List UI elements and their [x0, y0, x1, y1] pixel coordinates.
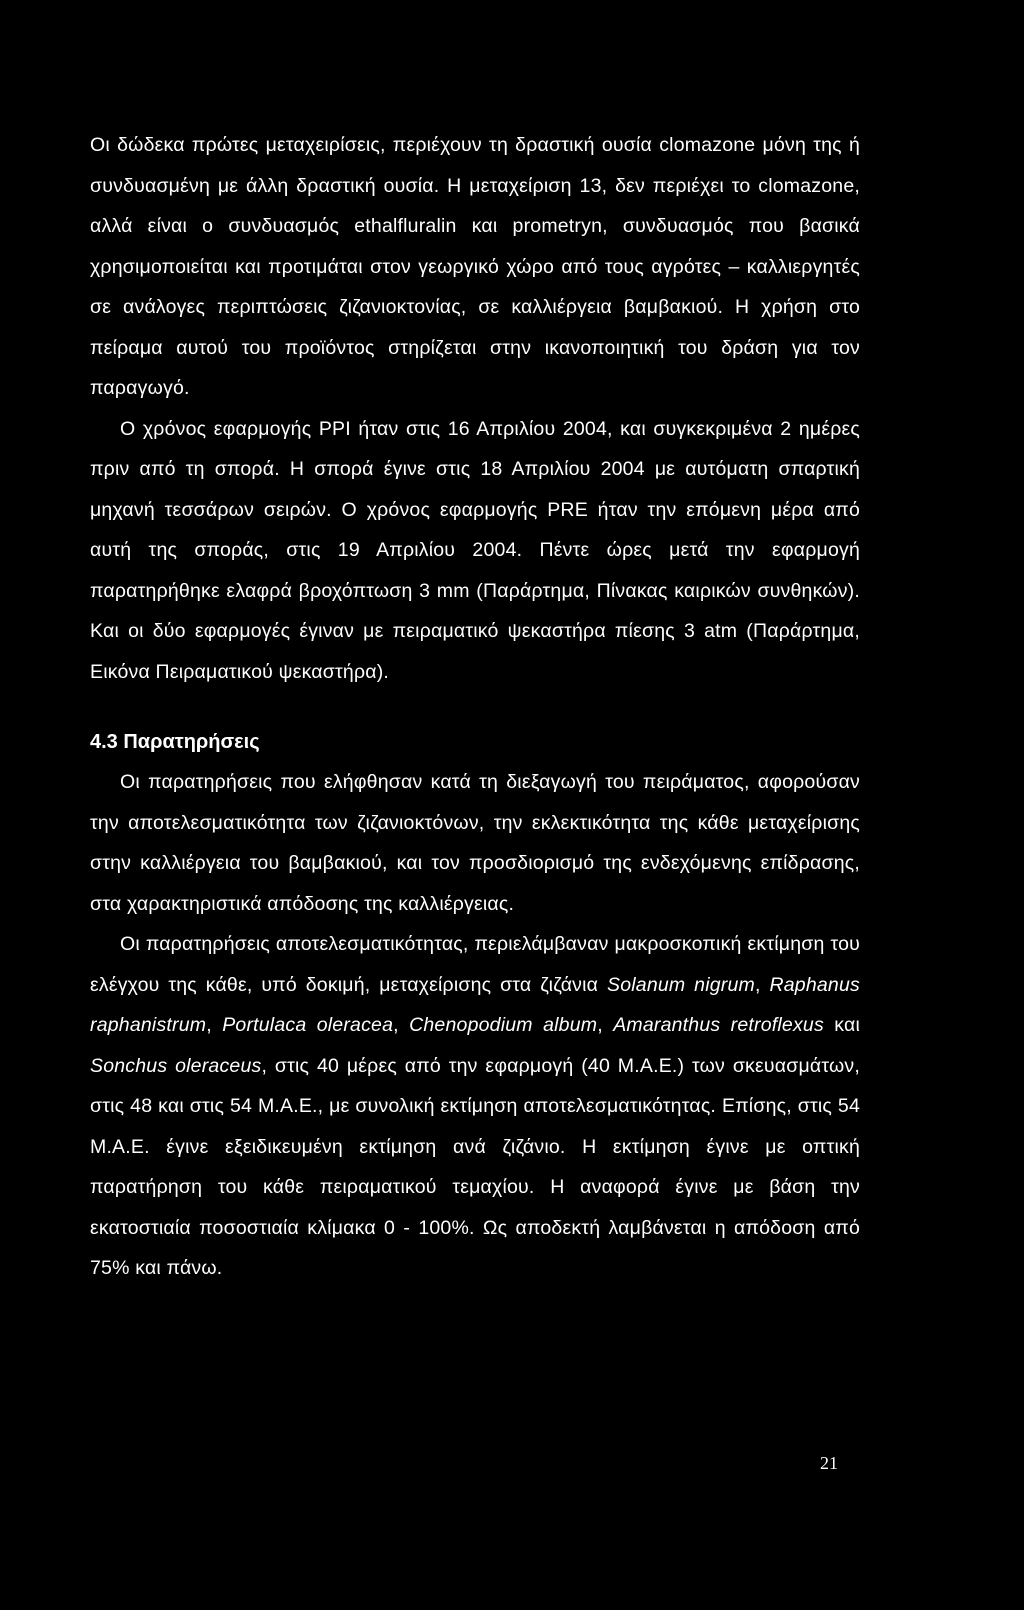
- species-amaranthus: Amaranthus retroflexus: [613, 1014, 824, 1036]
- paragraph-application-timing: Ο χρόνος εφαρμογής PPI ήταν στις 16 Απριλίου 2004, και συγκεκριμένα 2 ημέρες πριν από τη σπορά. Η σπορά έγινε στις 18 Απριλίου 2004 με αυτόματη σπαρτική μηχανή τεσσάρων σειρών. Ο χρόνος εφαρμογής PRE ήταν την επόμενη μέρα από αυτή της σποράς, στις 19 Απριλίου 2004. Πέντε ώρες μετά την εφαρμογή παρατηρήθηκε ελαφρά βροχόπτωση 3 mm (Παράρτημα, Πίνακας καιρικών συνθηκών). Και οι δύο εφαρμογές έγιναν με πειραματικό ψεκαστήρα πίεσης 3 atm (Παράρτημα, Εικόνα Πειραματικού ψεκαστήρα).: [90, 417, 860, 683]
- species-chenopodium: Chenopodium album: [409, 1014, 598, 1036]
- separator: ,: [393, 1014, 410, 1036]
- document-page: [90, 125, 860, 1289]
- section-heading: 4.3 Παρατηρήσεις: [90, 731, 260, 753]
- paragraph-observations: Οι παρατηρήσεις που ελήφθησαν κατά τη διεξαγωγή του πειράματος, αφορούσαν την αποτελεσματικότητα των ζιζανιοκτόνων, την εκλεκτικότητα της κάθε μεταχείρισης στην καλλιέργεια του βαμβακιού, και τον προσδιορισμό της ενδεχόμενης επίδρασης, στα χαρακτηριστικά απόδοσης της καλλιέργειας.: [90, 771, 860, 915]
- separator: ,: [755, 973, 770, 996]
- efficacy-text-start: Οι παρατηρήσεις αποτελεσματικότητας, περιελάμβαναν μακροσκοπική εκτίμηση του ελέγχου της κάθε, υπό δοκιμή, μεταχείρισης στα ζιζάνια: [90, 933, 860, 996]
- species-solanum: Solanum nigrum: [606, 973, 755, 996]
- paragraph-efficacy: [90, 924, 860, 1289]
- separator: και: [823, 1014, 860, 1036]
- separator: ,: [206, 1014, 223, 1036]
- separator: ,: [597, 1014, 614, 1036]
- species-portulaca: Portulaca oleracea: [222, 1014, 394, 1036]
- paragraph-treatments: Οι δώδεκα πρώτες μεταχειρίσεις, περιέχουν τη δραστική ουσία clomazone μόνη της ή συνδυασμένη με άλλη δραστική ουσία. Η μεταχείριση 13, δεν περιέχει το clomazone, αλλά είναι ο συνδυασμός ethalfluralin και prometryn, συνδυασμός που βασικά χρησιμοποιείται και προτιμάται στον γεωργικό χώρο από τους αγρότες – καλλιεργητές σε ανάλογες περιπτώσεις ζιζανιοκτονίας, σε καλλιέργεια βαμβακιού. Η χρήση στο πείραμα αυτού του προϊόντος στηρίζεται στην ικανοποιητική του δράση για τον παραγωγό.: [90, 134, 860, 399]
- efficacy-text-end: , στις 40 μέρες από την εφαρμογή (40 Μ.Α.Ε.) των σκευασμάτων, στις 48 και στις 54 Μ.Α.Ε., με συνολική εκτίμηση αποτελεσματικότητας. Επίσης, στις 54 Μ.Α.Ε. έγινε εξειδικευμένη εκτίμηση ανά ζιζάνιο. Η εκτίμηση έγινε με οπτική παρατήρηση του κάθε πειραματικού τεμαχίου. Η αναφορά έγινε με βάση την εκατοστιαία ποσοστιαία κλίμακα 0 - 100%. Ως αποδεκτή λαμβάνεται η απόδοση από 75% και πάνω.: [90, 1054, 860, 1279]
- species-raphanus: Raphanus raphanistrum: [90, 973, 860, 1036]
- species-sonchus: Sonchus oleraceus: [90, 1054, 262, 1077]
- page-number: 21: [820, 1453, 838, 1473]
